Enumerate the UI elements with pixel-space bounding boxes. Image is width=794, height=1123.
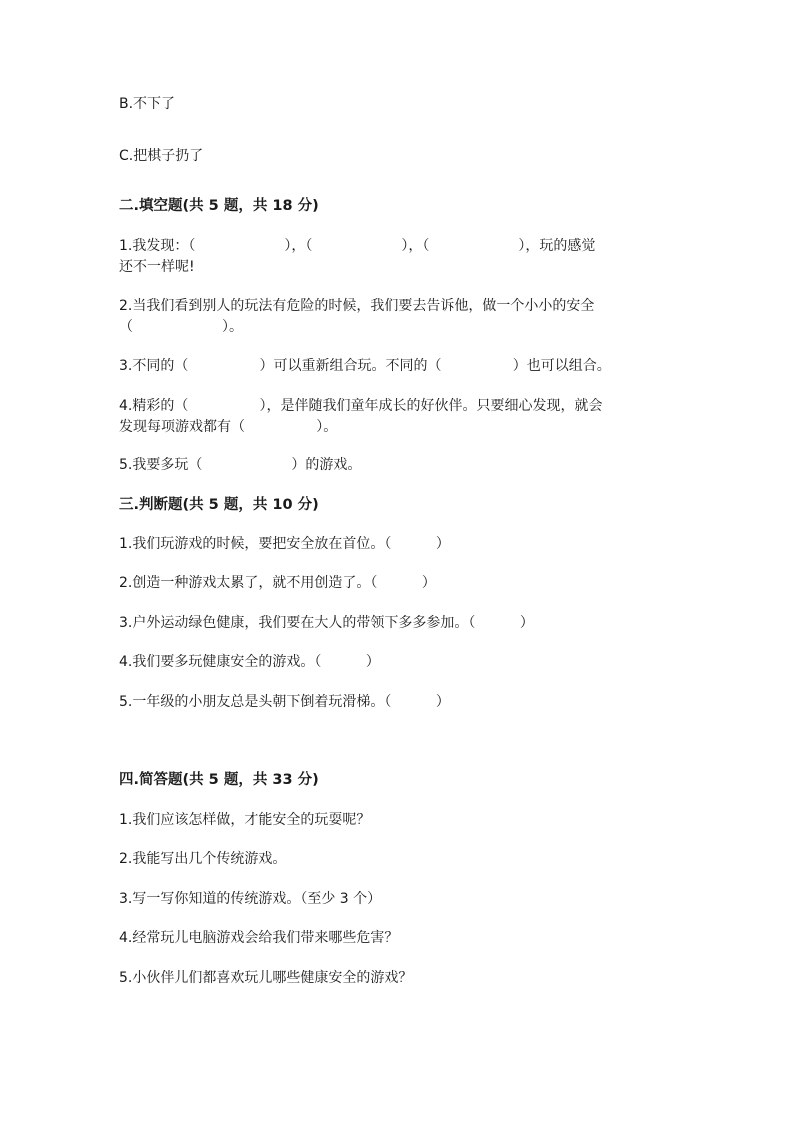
section2-heading: 二.填空题(共 5 题，共 18 分)	[119, 198, 319, 214]
short-q2: 2.我能写出几个传统游戏。	[119, 851, 287, 867]
judge-q4: 4.我们要多玩健康安全的游戏。（ ）	[119, 654, 380, 670]
fill-q5: 5.我要多玩（ ）的游戏。	[119, 457, 362, 473]
short-q4: 4.经常玩儿电脑游戏会给我们带来哪些危害？	[119, 930, 399, 946]
fill-q3: 3.不同的（ ）可以重新组合玩。不同的（ ）也可以组合。	[119, 358, 611, 374]
judge-q3: 3.户外运动绿色健康，我们要在大人的带领下多多参加。（ ）	[119, 615, 534, 631]
fill-q4-line2: 发现每项游戏都有（ ）。	[119, 419, 338, 435]
fill-q1-line1: 1.我发现：（ ），（ ），（ ），玩的感觉	[119, 238, 596, 254]
option-c: C.把棋子扔了	[119, 148, 204, 164]
section3-heading: 三.判断题(共 5 题，共 10 分)	[119, 497, 319, 513]
fill-q2-line1: 2.当我们看到别人的玩法有危险的时候，我们要去告诉他，做一个小小的安全	[119, 298, 595, 314]
fill-q4-line1: 4.精彩的（ ），是伴随我们童年成长的好伙伴。只要细心发现，就会	[119, 398, 603, 414]
judge-q5: 5.一年级的小朋友总是头朝下倒着玩滑梯。（ ）	[119, 694, 450, 710]
short-q1: 1.我们应该怎样做，才能安全的玩耍呢？	[119, 812, 371, 828]
section4-heading: 四.简答题(共 5 题，共 33 分)	[119, 772, 319, 788]
fill-q2-line2: （ ）。	[119, 319, 244, 335]
option-b: B.不下了	[119, 96, 176, 112]
judge-q1: 1.我们玩游戏的时候，要把安全放在首位。（ ）	[119, 536, 450, 552]
short-q5: 5.小伙伴儿们都喜欢玩儿哪些健康安全的游戏？	[119, 970, 413, 986]
short-q3: 3.写一写你知道的传统游戏。（至少 3 个）	[119, 891, 382, 907]
fill-q1-line2: 还不一样呢!	[119, 259, 195, 275]
judge-q2: 2.创造一种游戏太累了，就不用创造了。（ ）	[119, 575, 436, 591]
